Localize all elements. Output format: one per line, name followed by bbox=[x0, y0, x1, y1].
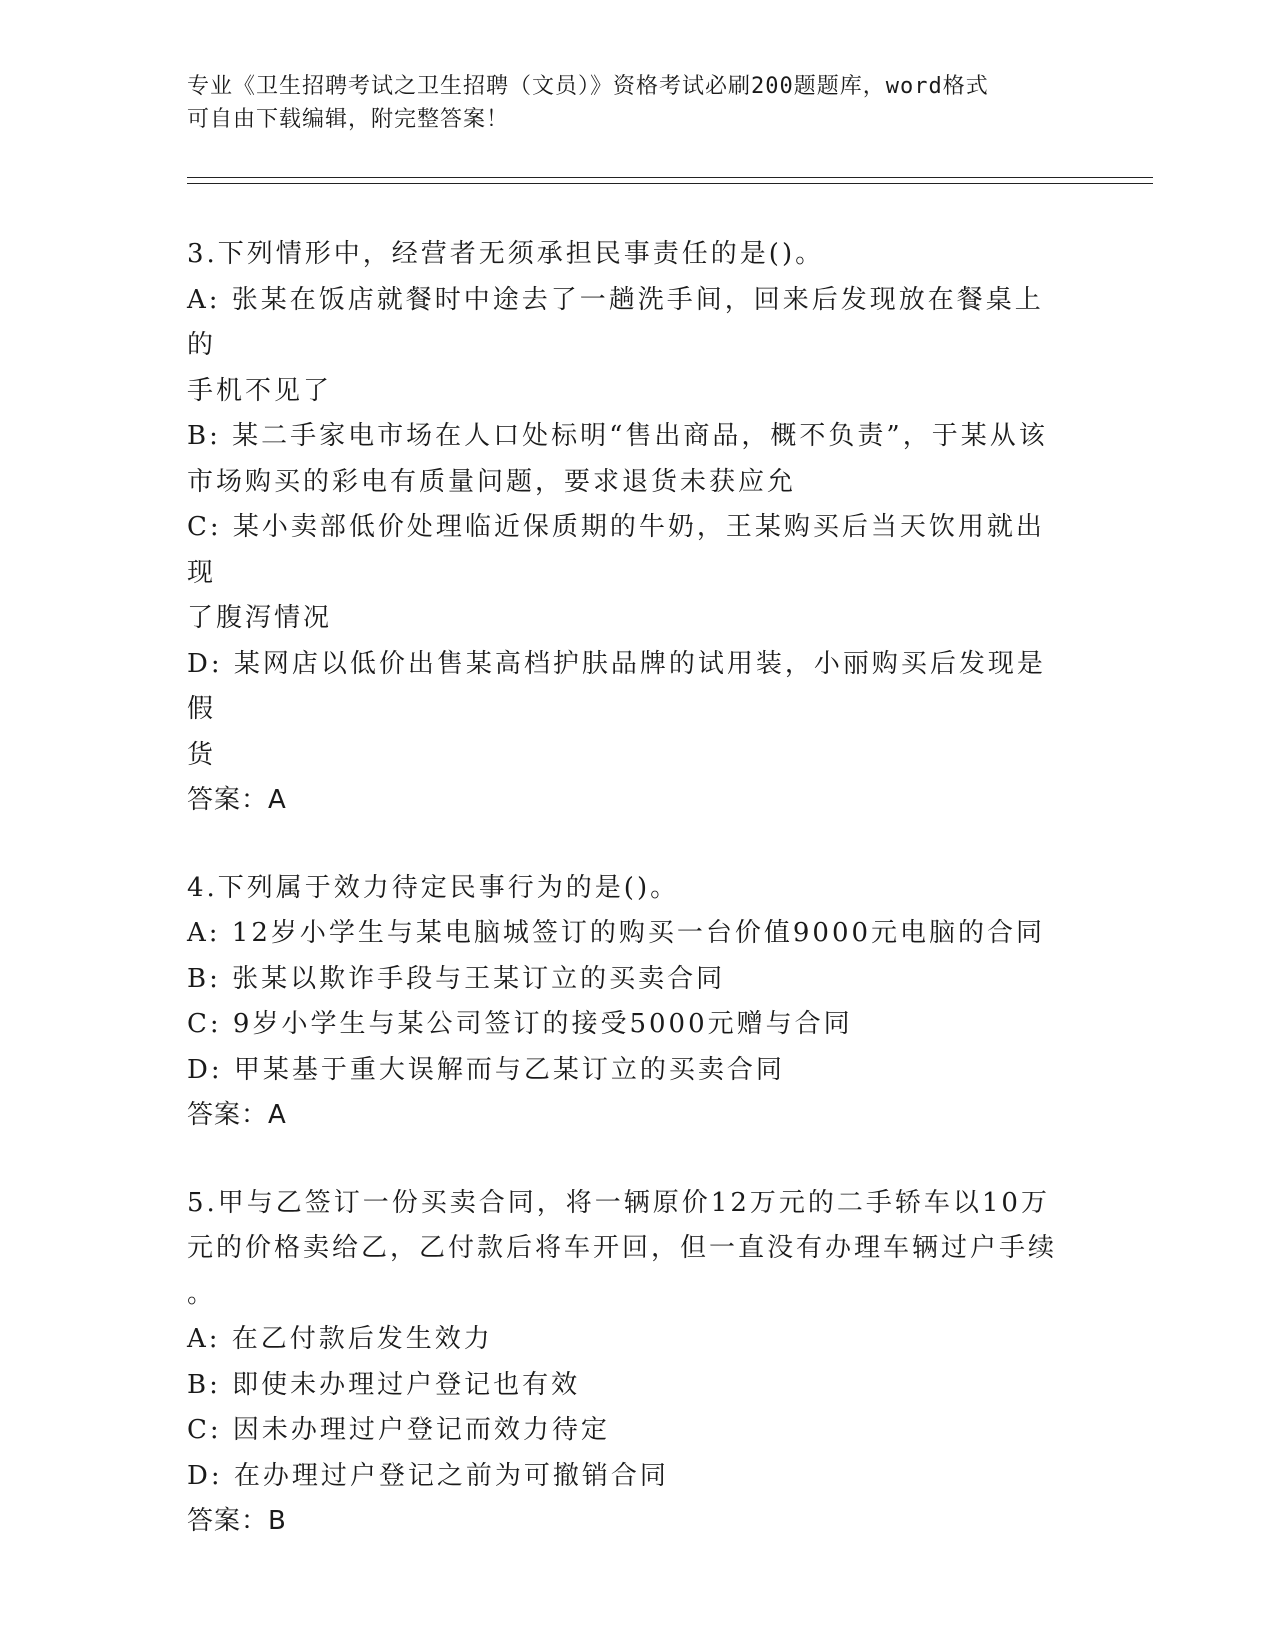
answer: 答案：A bbox=[187, 1100, 287, 1130]
document-header bbox=[187, 70, 1067, 136]
question-stem: 4.下列属于效力待定民事行为的是()。 bbox=[187, 872, 680, 903]
option-b bbox=[187, 414, 1067, 505]
option-d: D: 甲某基于重大误解而与乙某订立的买卖合同 bbox=[187, 1054, 785, 1085]
question-list bbox=[187, 232, 1067, 1587]
option-text: A: 张某在饭店就餐时中途去了一趟洗手间，回来后发现放在餐桌上的 bbox=[187, 284, 1044, 360]
question-stem: 元的价格卖给乙，乙付款后将车开回，但一直没有办理车辆过户手续 bbox=[187, 1233, 1058, 1263]
option-text: D: 某网店以低价出售某高档护肤品牌的试用装，小丽购买后发现是假 bbox=[187, 648, 1046, 724]
option-c bbox=[187, 505, 1067, 642]
header-divider-top bbox=[187, 177, 1153, 178]
question-3 bbox=[187, 232, 1067, 824]
option-d: D: 在办理过户登记之前为可撤销合同 bbox=[187, 1460, 669, 1491]
option-text: B: 某二手家电市场在人口处标明“售出商品，概不负责”，于某从该 bbox=[187, 421, 1048, 451]
answer: 答案：A bbox=[187, 785, 287, 815]
option-text: 货 bbox=[187, 739, 217, 770]
option-a bbox=[187, 278, 1067, 415]
question-5 bbox=[187, 1181, 1067, 1545]
option-text: 市场购买的彩电有质量问题，要求退货未获应允 bbox=[187, 466, 797, 497]
answer: 答案：B bbox=[187, 1506, 287, 1536]
option-c: C: 9岁小学生与某公司签订的接受5000元赠与合同 bbox=[187, 1009, 853, 1039]
question-stem: 。 bbox=[187, 1278, 217, 1309]
option-text: 手机不见了 bbox=[187, 375, 333, 406]
header-divider-bottom bbox=[187, 183, 1153, 184]
option-c: C: 因未办理过户登记而效力待定 bbox=[187, 1415, 610, 1445]
question-stem: 3.下列情形中，经营者无须承担民事责任的是()。 bbox=[187, 239, 825, 269]
option-a: A: 在乙付款后发生效力 bbox=[187, 1324, 493, 1354]
option-b: B: 即使未办理过户登记也有效 bbox=[187, 1369, 581, 1400]
option-a: A: 12岁小学生与某电脑城签订的购买一台价值9000元电脑的合同 bbox=[187, 918, 1046, 948]
option-text: C: 某小卖部低价处理临近保质期的牛奶，王某购买后当天饮用就出现 bbox=[187, 512, 1045, 588]
header-line-2: 可自由下载编辑，附完整答案！ bbox=[187, 107, 510, 132]
header-line-1: 专业《卫生招聘考试之卫生招聘（文员）》资格考试必刷200题题库，word格式 bbox=[187, 74, 989, 99]
question-stem: 5.甲与乙签订一份买卖合同，将一辆原价12万元的二手轿车以10万 bbox=[187, 1187, 1050, 1218]
question-4 bbox=[187, 866, 1067, 1139]
option-d bbox=[187, 642, 1067, 779]
option-text: 了腹泻情况 bbox=[187, 603, 333, 633]
option-b: B: 张某以欺诈手段与王某订立的买卖合同 bbox=[187, 963, 726, 994]
